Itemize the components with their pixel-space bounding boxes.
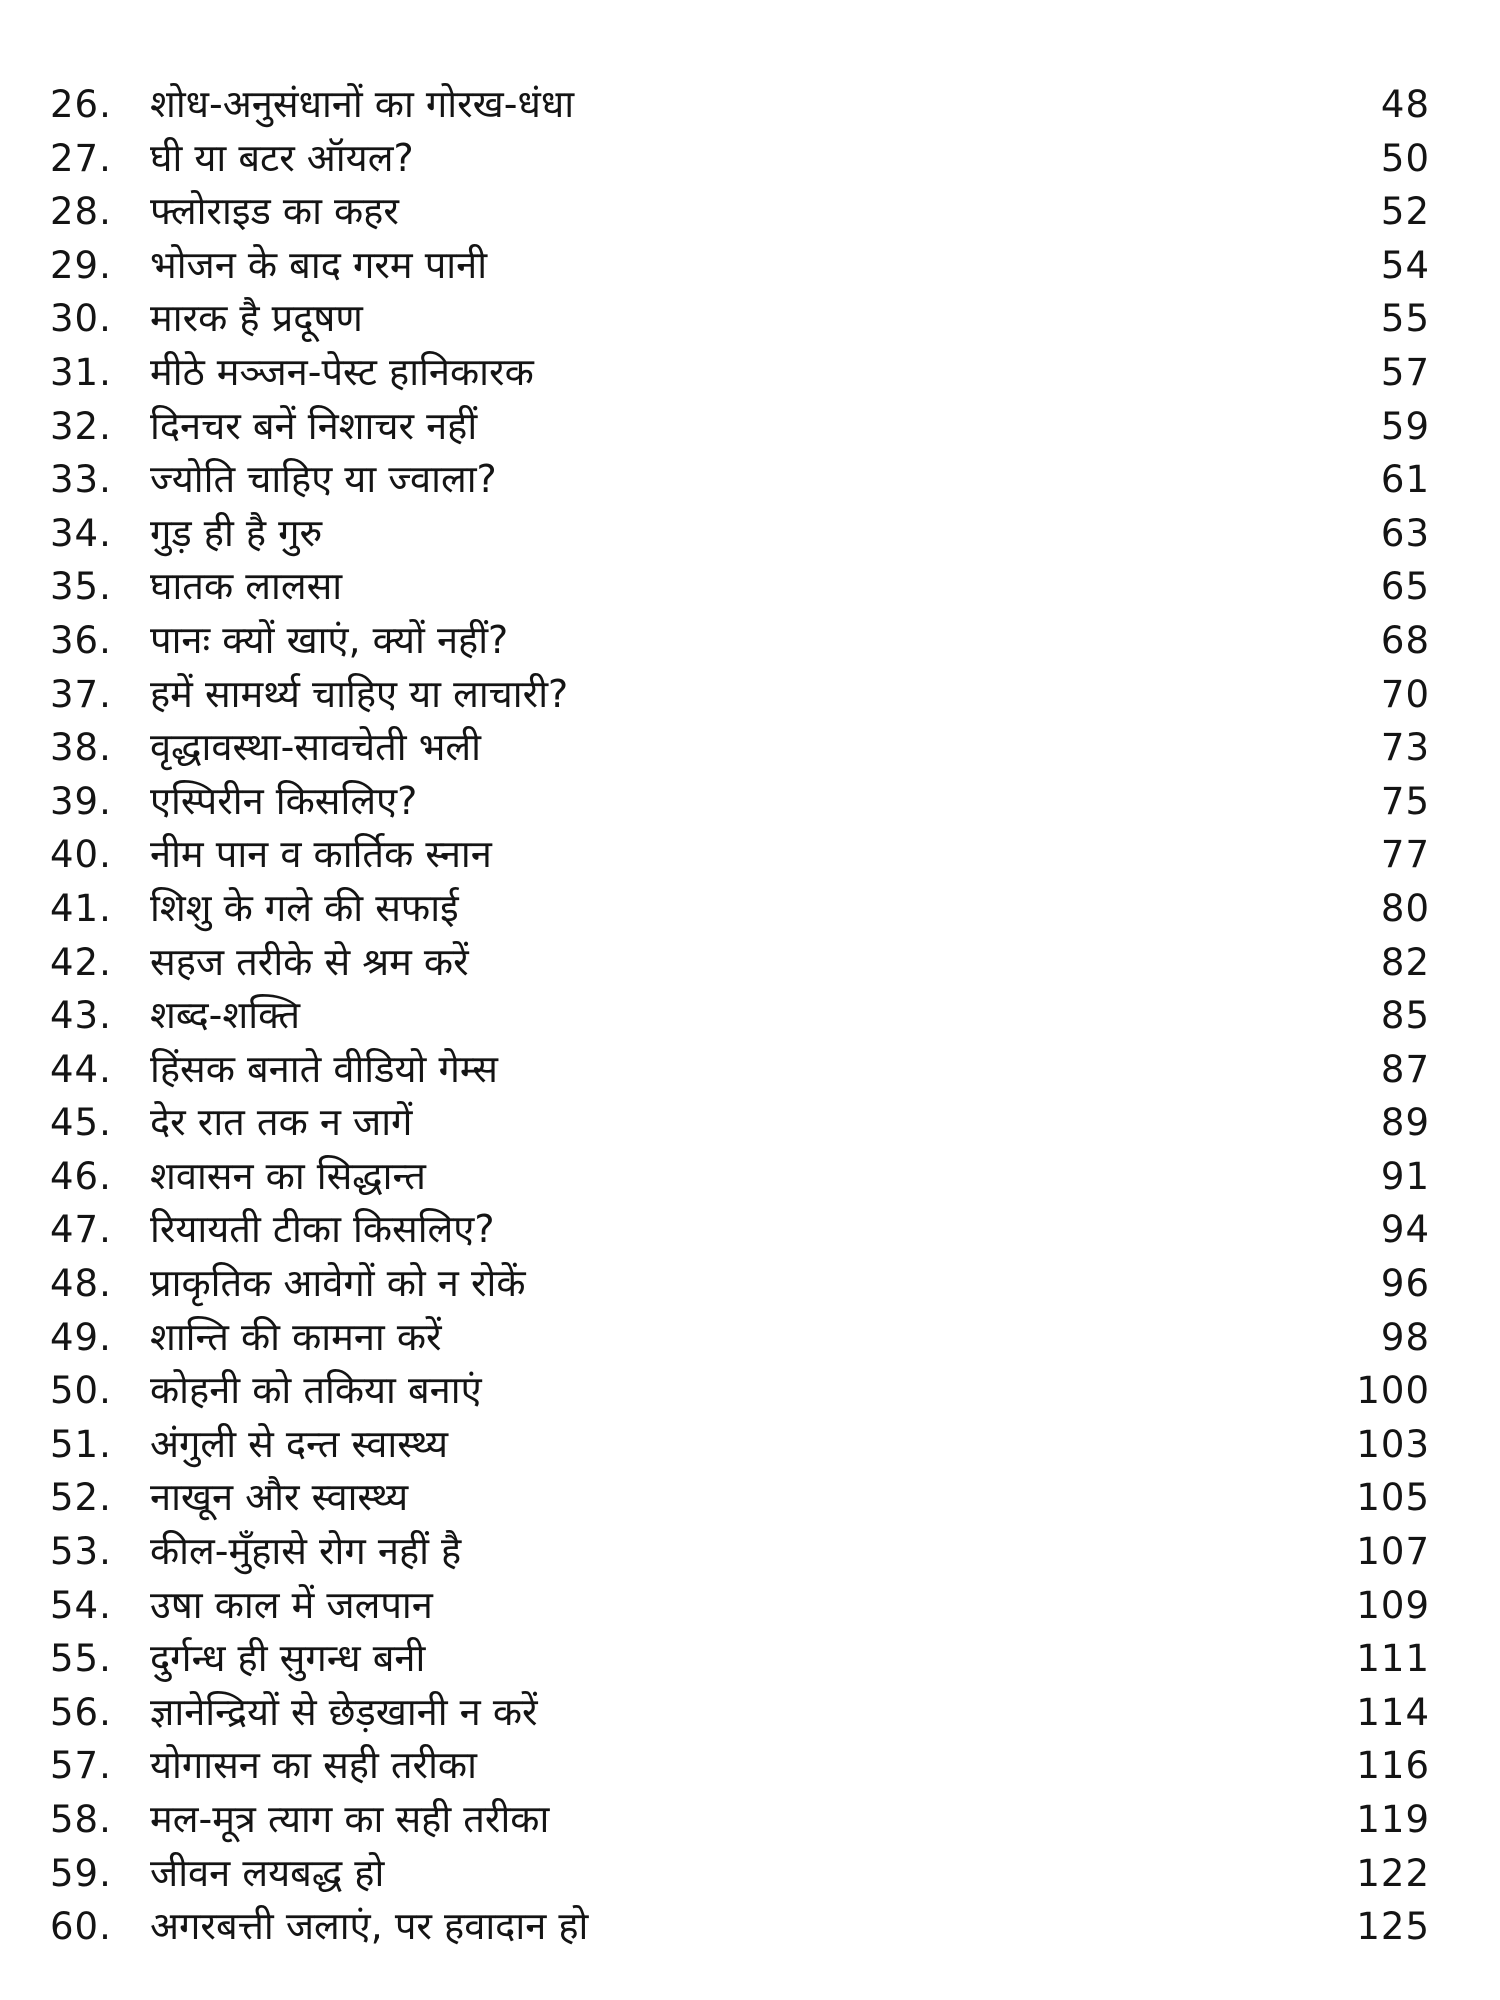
toc-entry bbox=[50, 1793, 1430, 1847]
toc-entry bbox=[50, 1739, 1430, 1793]
entry-number: 56. bbox=[50, 1690, 112, 1734]
entry-page-number: 125 bbox=[1356, 1905, 1430, 1949]
entry-title: घातक लालसा bbox=[150, 564, 343, 609]
entry-number: 52. bbox=[50, 1476, 112, 1520]
entry-title: गुड़ ही है गुरु bbox=[150, 510, 323, 555]
toc-entry bbox=[50, 78, 1430, 132]
toc-entry bbox=[50, 1847, 1430, 1901]
toc-entry bbox=[50, 132, 1430, 186]
entry-title: हमें सामर्थ्य चाहिए या लाचारी? bbox=[150, 671, 569, 716]
entry-page-number: 87 bbox=[1380, 1047, 1430, 1091]
toc-entry bbox=[50, 1257, 1430, 1311]
entry-page-number: 96 bbox=[1380, 1262, 1430, 1306]
entry-number: 60. bbox=[50, 1905, 112, 1949]
entry-number: 54. bbox=[50, 1583, 112, 1627]
entry-number: 46. bbox=[50, 1154, 112, 1198]
entry-page-number: 109 bbox=[1356, 1583, 1430, 1627]
entry-number: 33. bbox=[50, 458, 112, 502]
entry-title: शवासन का सिद्धान्त bbox=[150, 1153, 426, 1198]
entry-number: 29. bbox=[50, 243, 112, 287]
entry-number: 35. bbox=[50, 565, 112, 609]
entry-page-number: 85 bbox=[1380, 994, 1430, 1038]
entry-number: 43. bbox=[50, 994, 112, 1038]
entry-page-number: 57 bbox=[1380, 350, 1430, 394]
entry-number: 27. bbox=[50, 136, 112, 180]
toc-entry bbox=[50, 1579, 1430, 1633]
toc-entry bbox=[50, 346, 1430, 400]
toc-entry bbox=[50, 453, 1430, 507]
entry-title: अंगुली से दन्त स्वास्थ्य bbox=[150, 1421, 448, 1466]
entry-number: 47. bbox=[50, 1208, 112, 1252]
entry-title: योगासन का सही तरीका bbox=[150, 1743, 477, 1788]
entry-number: 45. bbox=[50, 1101, 112, 1145]
toc-entry bbox=[50, 1525, 1430, 1579]
entry-page-number: 77 bbox=[1380, 833, 1430, 877]
entry-number: 49. bbox=[50, 1315, 112, 1359]
entry-page-number: 50 bbox=[1380, 136, 1430, 180]
entry-page-number: 122 bbox=[1356, 1851, 1430, 1895]
entry-title: मीठे मञ्जन-पेस्ट हानिकारक bbox=[150, 349, 534, 394]
entry-title: ज्ञानेन्द्रियों से छेड़खानी न करें bbox=[150, 1689, 538, 1734]
toc-entry bbox=[50, 989, 1430, 1043]
toc-entry bbox=[50, 1418, 1430, 1472]
table-of-contents bbox=[50, 78, 1430, 1954]
entry-page-number: 52 bbox=[1380, 190, 1430, 234]
toc-entry bbox=[50, 882, 1430, 936]
entry-title: कील-मुँहासे रोग नहीं है bbox=[150, 1529, 462, 1574]
entry-number: 36. bbox=[50, 618, 112, 662]
entry-title: फ्लोराइड का कहर bbox=[150, 189, 399, 234]
entry-page-number: 70 bbox=[1380, 672, 1430, 716]
entry-title: शिशु के गले की सफाई bbox=[150, 885, 459, 930]
entry-title: जीवन लयबद्ध हो bbox=[150, 1850, 385, 1895]
entry-title: शोध-अनुसंधानों का गोरख-धंधा bbox=[150, 82, 575, 126]
entry-number: 32. bbox=[50, 404, 112, 448]
entry-page-number: 75 bbox=[1380, 779, 1430, 823]
entry-number: 37. bbox=[50, 672, 112, 716]
entry-title: मारक है प्रदूषण bbox=[150, 296, 363, 341]
toc-entry bbox=[50, 560, 1430, 614]
entry-page-number: 80 bbox=[1380, 886, 1430, 930]
toc-entry bbox=[50, 185, 1430, 239]
entry-number: 57. bbox=[50, 1744, 112, 1788]
entry-page-number: 105 bbox=[1356, 1476, 1430, 1520]
entry-page-number: 116 bbox=[1356, 1744, 1430, 1788]
toc-entry bbox=[50, 1471, 1430, 1525]
entry-page-number: 65 bbox=[1380, 565, 1430, 609]
toc-entry bbox=[50, 1311, 1430, 1365]
entry-title: ज्योति चाहिए या ज्वाला? bbox=[150, 457, 497, 502]
toc-entry bbox=[50, 239, 1430, 293]
toc-entry bbox=[50, 936, 1430, 990]
entry-page-number: 63 bbox=[1380, 511, 1430, 555]
toc-entry bbox=[50, 1632, 1430, 1686]
entry-title: एस्पिरीन किसलिए? bbox=[150, 778, 418, 823]
toc-entry bbox=[50, 614, 1430, 668]
toc-entry bbox=[50, 1900, 1430, 1954]
toc-entry bbox=[50, 668, 1430, 722]
toc-entry bbox=[50, 775, 1430, 829]
entry-number: 42. bbox=[50, 940, 112, 984]
entry-number: 55. bbox=[50, 1637, 112, 1681]
entry-page-number: 89 bbox=[1380, 1101, 1430, 1145]
entry-number: 39. bbox=[50, 779, 112, 823]
entry-title: अगरबत्ती जलाएं, पर हवादान हो bbox=[150, 1904, 589, 1949]
entry-page-number: 100 bbox=[1356, 1369, 1430, 1413]
entry-number: 38. bbox=[50, 726, 112, 770]
toc-entry bbox=[50, 292, 1430, 346]
entry-title: देर रात तक न जागें bbox=[150, 1100, 413, 1145]
entry-title: मल-मूत्र त्याग का सही तरीका bbox=[150, 1797, 550, 1841]
entry-page-number: 54 bbox=[1380, 243, 1430, 287]
entry-page-number: 73 bbox=[1380, 726, 1430, 770]
entry-number: 53. bbox=[50, 1530, 112, 1574]
entry-number: 58. bbox=[50, 1798, 112, 1841]
toc-entry bbox=[50, 507, 1430, 561]
entry-title: दुर्गन्ध ही सुगन्ध बनी bbox=[150, 1636, 426, 1681]
entry-title: शब्द-शक्ति bbox=[150, 993, 301, 1038]
toc-entry bbox=[50, 828, 1430, 882]
entry-page-number: 94 bbox=[1380, 1208, 1430, 1252]
entry-title: भोजन के बाद गरम पानी bbox=[150, 242, 488, 287]
entry-page-number: 111 bbox=[1356, 1637, 1430, 1681]
entry-title: घी या बटर ऑयल? bbox=[150, 135, 414, 180]
entry-number: 59. bbox=[50, 1851, 112, 1895]
entry-page-number: 48 bbox=[1380, 83, 1430, 126]
entry-number: 26. bbox=[50, 83, 112, 126]
entry-page-number: 98 bbox=[1380, 1315, 1430, 1359]
toc-entry bbox=[50, 1043, 1430, 1097]
entry-number: 40. bbox=[50, 833, 112, 877]
toc-entry bbox=[50, 400, 1430, 454]
entry-number: 34. bbox=[50, 511, 112, 555]
entry-number: 30. bbox=[50, 297, 112, 341]
entry-title: नाखून और स्वास्थ्य bbox=[150, 1475, 409, 1520]
toc-entry bbox=[50, 1096, 1430, 1150]
entry-page-number: 59 bbox=[1380, 404, 1430, 448]
entry-number: 31. bbox=[50, 350, 112, 394]
entry-page-number: 68 bbox=[1380, 618, 1430, 662]
entry-number: 51. bbox=[50, 1422, 112, 1466]
entry-title: नीम पान व कार्तिक स्नान bbox=[150, 832, 492, 877]
entry-title: प्राकृतिक आवेगों को न रोकें bbox=[150, 1261, 526, 1306]
entry-page-number: 114 bbox=[1356, 1690, 1430, 1734]
entry-page-number: 119 bbox=[1356, 1798, 1430, 1841]
toc-entry bbox=[50, 1364, 1430, 1418]
entry-page-number: 103 bbox=[1356, 1422, 1430, 1466]
entry-number: 28. bbox=[50, 190, 112, 234]
entry-page-number: 55 bbox=[1380, 297, 1430, 341]
entry-page-number: 61 bbox=[1380, 458, 1430, 502]
entry-title: रियायती टीका किसलिए? bbox=[150, 1207, 495, 1252]
entry-title: सहज तरीके से श्रम करें bbox=[150, 939, 469, 984]
entry-title: कोहनी को तकिया बनाएं bbox=[150, 1368, 482, 1413]
entry-title: वृद्धावस्था-सावचेती भली bbox=[150, 725, 482, 770]
toc-entry bbox=[50, 721, 1430, 775]
toc-entry bbox=[50, 1203, 1430, 1257]
entry-title: शान्ति की कामना करें bbox=[150, 1314, 442, 1359]
entry-page-number: 107 bbox=[1356, 1530, 1430, 1574]
entry-title: दिनचर बनें निशाचर नहीं bbox=[150, 403, 478, 448]
entry-title: पानः क्यों खाएं, क्यों नहीं? bbox=[150, 617, 509, 662]
entry-title: उषा काल में जलपान bbox=[150, 1582, 433, 1627]
entry-page-number: 82 bbox=[1380, 940, 1430, 984]
entry-number: 48. bbox=[50, 1262, 112, 1306]
entry-title: हिंसक बनाते वीडियो गेम्स bbox=[150, 1046, 498, 1091]
entry-number: 44. bbox=[50, 1047, 112, 1091]
entry-page-number: 91 bbox=[1380, 1154, 1430, 1198]
entry-number: 50. bbox=[50, 1369, 112, 1413]
toc-entry bbox=[50, 1150, 1430, 1204]
entry-number: 41. bbox=[50, 886, 112, 930]
toc-entry bbox=[50, 1686, 1430, 1740]
